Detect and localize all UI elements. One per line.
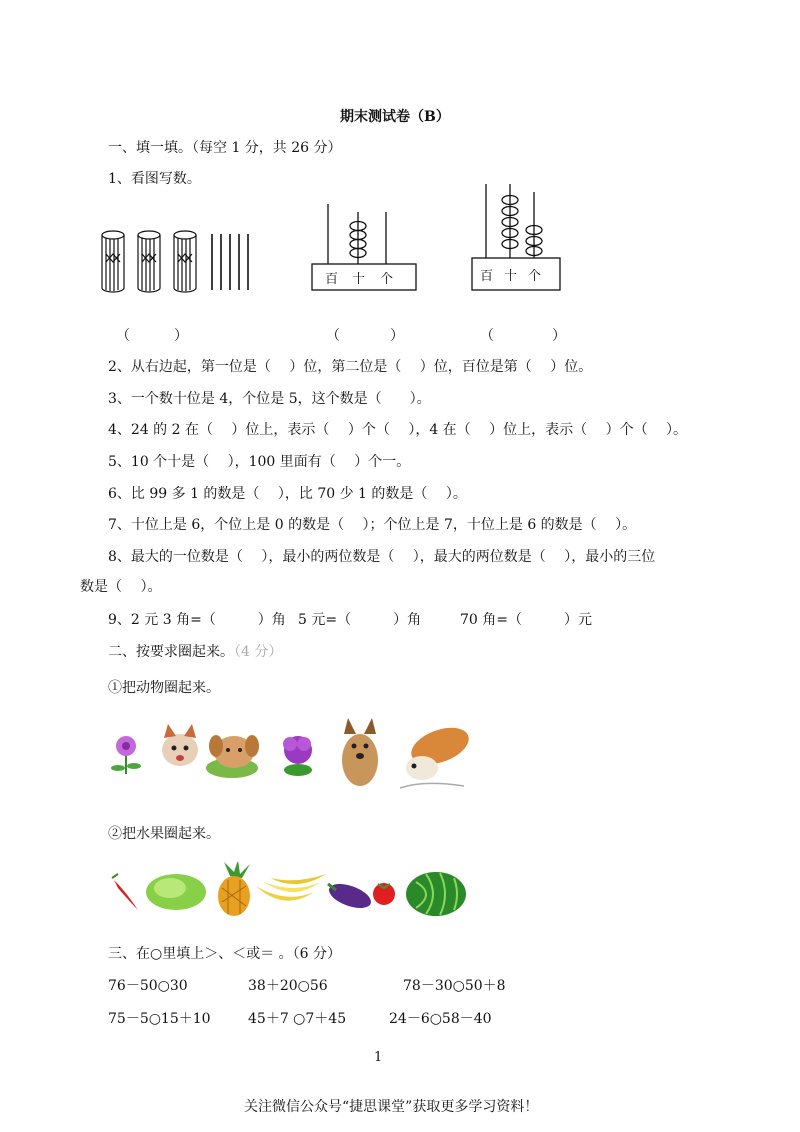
answer-blank-3-open: （ — [480, 328, 494, 344]
compare-row1-item2: 38＋20○56 — [248, 978, 328, 994]
svg-text:个: 个 — [528, 269, 542, 284]
dog-icon — [342, 718, 378, 786]
section2-sub1: ①把动物圈起来。 — [108, 680, 220, 696]
watermelon-icon — [406, 872, 466, 916]
answer-blank-2-close: ） — [390, 328, 404, 344]
section1-heading: 一、填一填。（每空 1 分，共 26 分） — [108, 140, 342, 156]
question-7: 7、十位上是 6，个位上是 0 的数是（ ）；个位上是 7，十位上是 6 的数是（ ）。 — [108, 517, 637, 533]
svg-text:十: 十 — [352, 272, 366, 287]
puppy-icon — [206, 735, 259, 778]
flower-icon — [111, 736, 141, 774]
chili-pepper-icon — [112, 874, 138, 910]
question-9c: 70 角=（ ）元 — [460, 612, 592, 628]
pineapple-icon — [218, 862, 250, 916]
bundle-icon — [174, 231, 196, 292]
animals-row-figure — [104, 716, 474, 798]
answer-blank-1-open: （ — [116, 328, 130, 344]
svg-text:个: 个 — [380, 272, 394, 287]
svg-text:十: 十 — [504, 269, 518, 284]
question-6: 6、比 99 多 1 的数是（ ），比 70 少 1 的数是（ ）。 — [108, 486, 467, 502]
stick-bundles-figure — [100, 228, 260, 296]
section2-heading — [108, 641, 282, 661]
tomato-icon — [373, 883, 395, 905]
purple-flower-icon — [283, 736, 312, 776]
compare-row1-item3: 78－30○50＋8 — [403, 978, 506, 994]
cat-icon — [162, 724, 198, 766]
compare-row1-item1: 76－50○30 — [108, 978, 188, 994]
question-5: 5、10 个十是（ ），100 里面有（ ）个一。 — [108, 454, 411, 470]
abacus-1-figure — [308, 202, 420, 294]
cabbage-icon — [146, 874, 206, 910]
bundle-icon — [138, 231, 160, 292]
page-title: 期末测试卷（B） — [340, 109, 450, 125]
answer-blank-1-close: ） — [174, 328, 188, 344]
bundle-icon — [102, 231, 124, 292]
answer-blank-3-close: ） — [552, 328, 566, 344]
page-number: 1 — [374, 1050, 383, 1065]
single-sticks — [212, 234, 248, 290]
section3-heading: 三、在○里填上＞、＜或＝ 。（6 分） — [108, 946, 342, 962]
weasel-icon — [400, 721, 474, 788]
fruits-row-figure — [104, 862, 474, 920]
question-4: 4、24 的 2 在（ ）位上，表示（ ）个（ ），4 在（ ）位上，表示（ ）个（ ）。 — [108, 422, 688, 438]
compare-row2-item3: 24－6○58－40 — [389, 1011, 492, 1027]
compare-row2-item2: 45＋7 ○7＋45 — [248, 1011, 347, 1027]
svg-text:百: 百 — [480, 269, 494, 284]
section2-sub2: ②把水果圈起来。 — [108, 826, 220, 842]
section2-title: 二、按要求圈起来。 — [108, 644, 234, 660]
question-8-line1: 8、最大的一位数是（ ），最小的两位数是（ ），最大的两位数是（ ），最小的三位 — [108, 549, 656, 565]
compare-row2-item1: 75－5○15＋10 — [108, 1011, 211, 1027]
svg-text:百: 百 — [325, 272, 339, 287]
eggplant-icon — [326, 879, 374, 913]
bananas-icon — [256, 874, 326, 901]
answer-blank-2-open: （ — [326, 328, 340, 344]
question-9a: 9、2 元 3 角=（ ）角 — [108, 612, 286, 628]
q1-label: 1、看图写数。 — [108, 171, 201, 187]
question-9b: 5 元=（ ）角 — [298, 612, 422, 628]
question-2: 2、从右边起，第一位是（ ）位，第二位是（ ）位，百位是第（ ）位。 — [108, 359, 593, 375]
section2-points: （4 分） — [234, 644, 283, 660]
question-8-line2: 数是（ ）。 — [80, 579, 162, 595]
footer-note: 关注微信公众号“捷思课堂”获取更多学习资料！ — [244, 1099, 539, 1115]
question-3: 3、一个数十位是 4，个位是 5，这个数是（ ）。 — [108, 391, 431, 407]
abacus-2-figure — [468, 180, 564, 294]
